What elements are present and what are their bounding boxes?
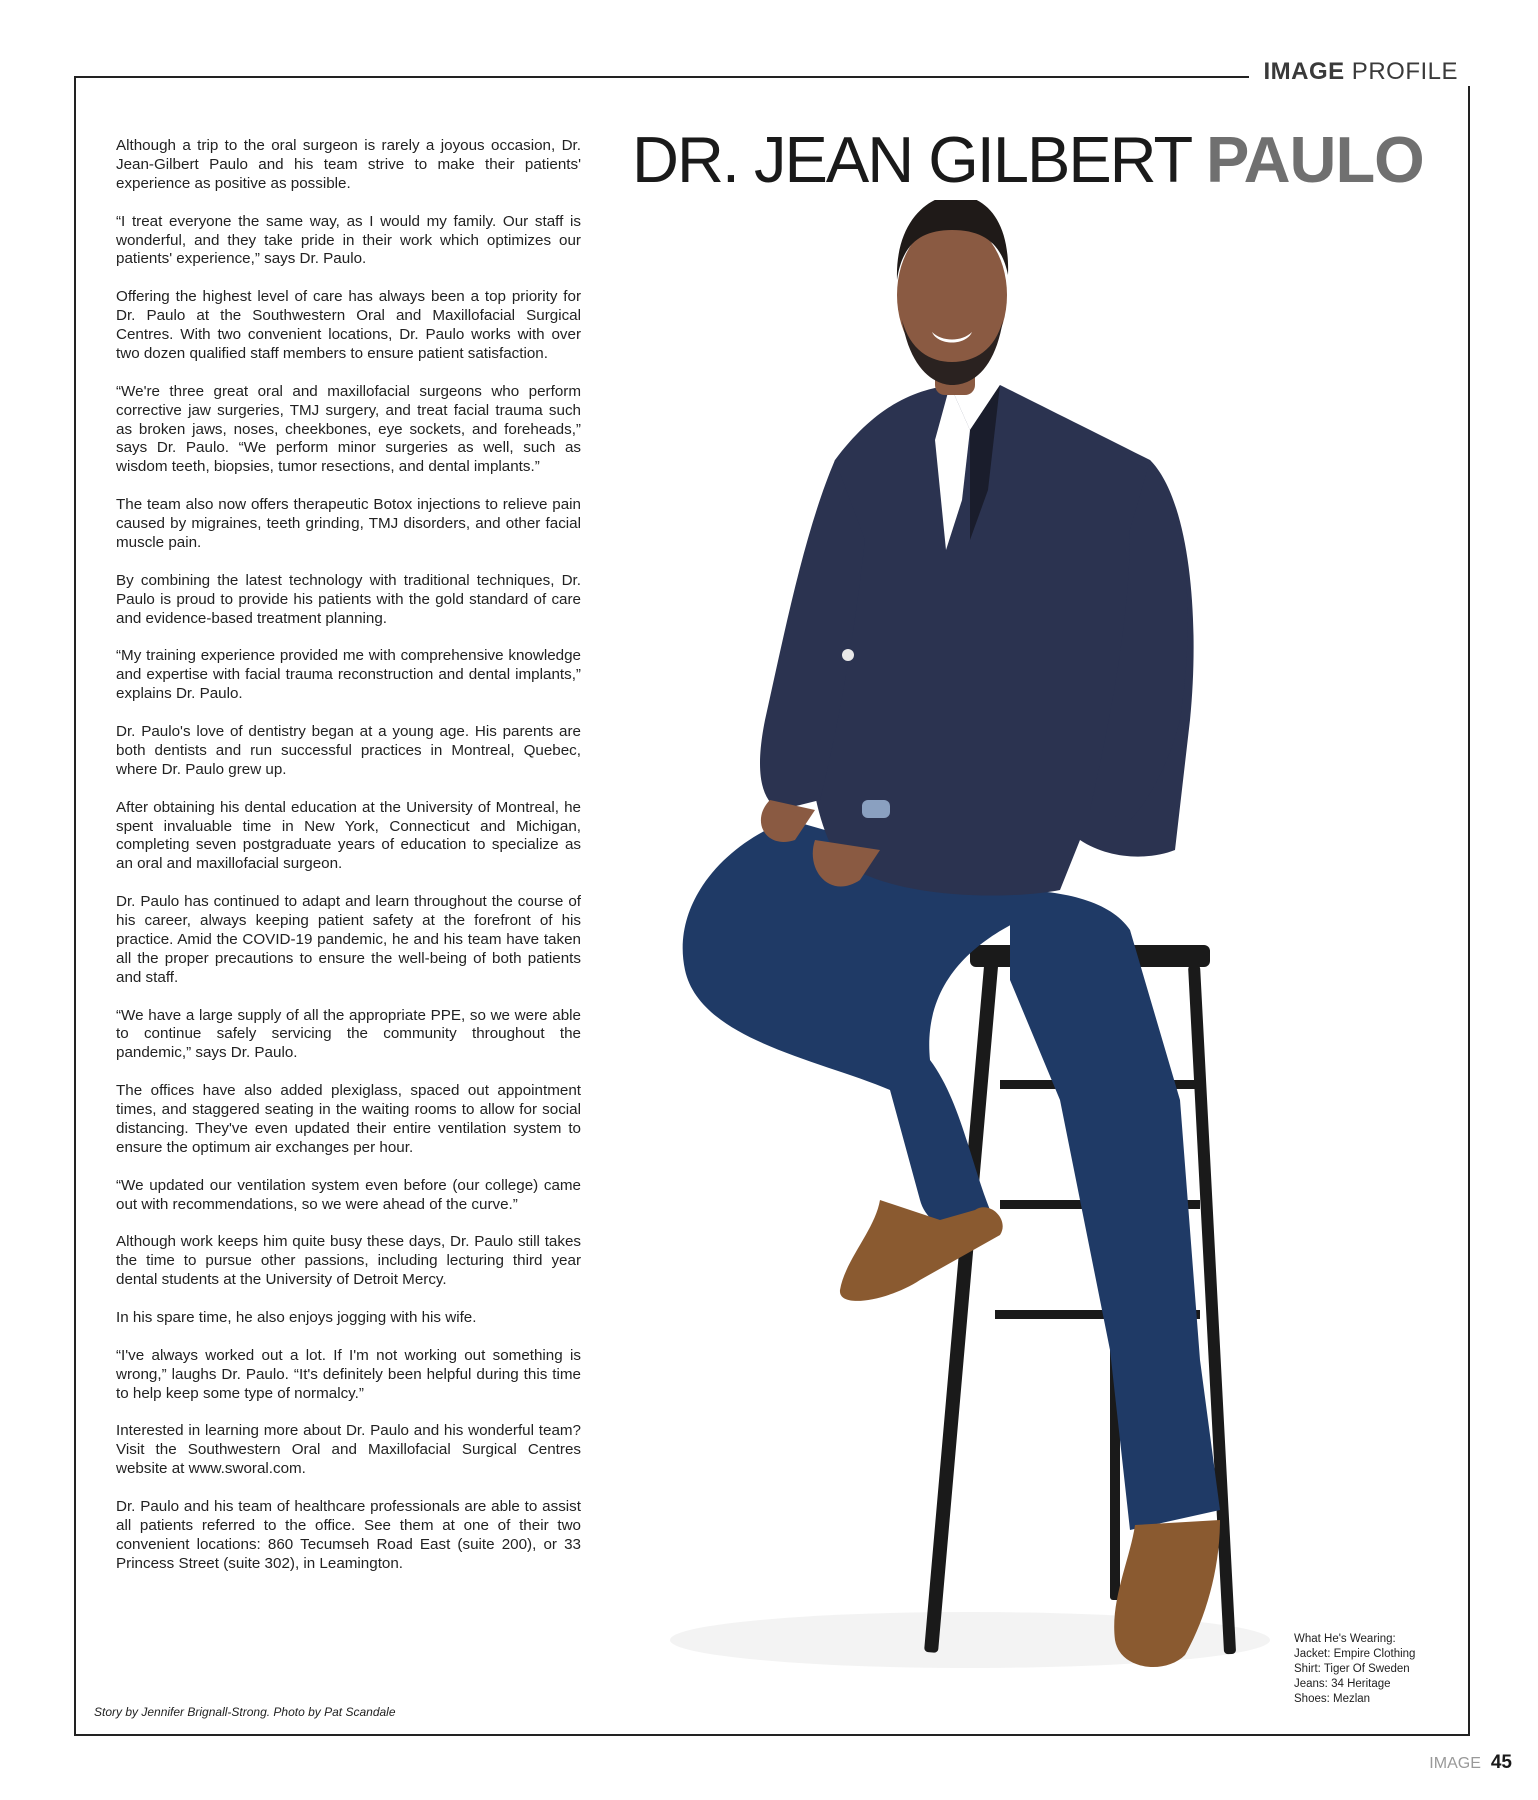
article-paragraph: Interested in learning more about Dr. Paulo and his wonderful team? Visit the Southwestern Oral and Maxillofacial Surgical Centres website at www.sworal.com. — [116, 1422, 581, 1478]
article-paragraph: Offering the highest level of care has always been a top priority for Dr. Paulo at the Southwestern Oral and Maxillofacial Surgical Centres. With two convenient locations, Dr. Paulo works with over two dozen qualified staff members to ensure patient satisfaction. — [116, 288, 581, 362]
article-paragraph: Dr. Paulo and his team of healthcare professionals are able to assist all patients referred to the office. See them at one of their two convenient locations: 860 Tecumseh Road East (suite 200), or 33 Princess Street (suite 302), in Leamington. — [116, 1497, 581, 1572]
article-paragraph: By combining the latest technology with traditional techniques, Dr. Paulo is proud to provide his patients with the gold standard of care and evidence-based treatment planning. — [116, 571, 581, 627]
page-title — [632, 122, 1424, 197]
article-paragraph: Although a trip to the oral surgeon is rarely a joyous occasion, Dr. Jean-Gilbert Paulo and his team strive to make their patients' experience as positive as possible. — [116, 137, 581, 192]
jacket — [760, 385, 1194, 896]
wardrobe-heading: What He's Wearing: — [1294, 1633, 1396, 1645]
folio-magazine: IMAGE — [1429, 1755, 1481, 1772]
article-body — [116, 137, 581, 1593]
title-first-name: DR. JEAN GILBERT — [632, 123, 1207, 196]
wardrobe-item: Jacket: Empire Clothing — [1294, 1648, 1416, 1660]
article-paragraph: Dr. Paulo's love of dentistry began at a young age. His parents are both dentists and run successful practices in Montreal, Quebec, where Dr. Paulo grew up. — [116, 722, 581, 778]
article-paragraph: The offices have also added plexiglass, spaced out appointment times, and staggered seating in the waiting rooms to allow for social distancing. They've even updated their entire ventilation system to ensure the optimum air exchanges per hour. — [116, 1082, 581, 1156]
article-paragraph: “We have a large supply of all the appropriate PPE, so we were able to continue safely servicing the community throughout the pandemic,” says Dr. Paulo. — [116, 1006, 581, 1062]
section-label-rest: PROFILE — [1344, 58, 1458, 85]
section-label — [1249, 58, 1472, 86]
article-paragraph: After obtaining his dental education at the University of Montreal, he spent invaluable time in New York, Connecticut and Michigan, completing seven postgraduate years of education to specialize as an oral and maxillofacial surgeon. — [116, 798, 581, 873]
article-paragraph: “We're three great oral and maxillofacial surgeons who perform corrective jaw surgeries, TMJ surgery, and treat facial trauma such as broken jaws, noses, cheekbones, eye sockets, and foreheads,” says Dr. Paulo. “We perform minor surgeries as well, such as wisdom teeth, biopsies, tumor resections, and dental implants.” — [116, 382, 581, 476]
page-number: 45 — [1490, 1752, 1512, 1773]
wardrobe-item: Shoes: Mezlan — [1294, 1693, 1371, 1705]
wardrobe-item: Jeans: 34 Heritage — [1294, 1678, 1391, 1690]
article-paragraph: “We updated our ventilation system even before (our college) came out with recommendations, so we were ahead of the curve.” — [116, 1176, 581, 1213]
section-label-bold: IMAGE — [1263, 58, 1345, 85]
story-credits: Story by Jennifer Brignall-Strong. Photo by Pat Scandale — [94, 1705, 396, 1719]
article-paragraph: Although work keeps him quite busy these days, Dr. Paulo still takes the time to pursue other passions, including lecturing third year dental students at the University of Detroit Mercy. — [116, 1233, 581, 1289]
page-folio — [1429, 1752, 1512, 1774]
head — [897, 200, 1008, 395]
article-paragraph: “I've always worked out a lot. If I'm not working out something is wrong,” laughs Dr. Paulo. “It's definitely been helpful during this time to help keep some type of normalcy.” — [116, 1346, 581, 1402]
wardrobe-item: Shirt: Tiger Of Sweden — [1294, 1663, 1410, 1675]
article-paragraph: Dr. Paulo has continued to adapt and learn throughout the course of his career, always keeping patient safety at the forefront of his practice. Amid the COVID-19 pandemic, he and his team have taken all the proper precautions to ensure the well-being of both patients and staff. — [116, 893, 581, 986]
portrait-photo — [590, 200, 1310, 1700]
article-paragraph: “I treat everyone the same way, as I would my family. Our staff is wonderful, and they take pride in their work which optimizes our patients' experience,” says Dr. Paulo. — [116, 212, 581, 268]
article-paragraph: “My training experience provided me with comprehensive knowledge and expertise with facial trauma reconstruction and dental implants,” explains Dr. Paulo. — [116, 647, 581, 703]
article-paragraph: The team also now offers therapeutic Botox injections to relieve pain caused by migraines, teeth grinding, TMJ disorders, and other facial muscle pain. — [116, 496, 581, 551]
wardrobe-credits — [1294, 1632, 1415, 1707]
article-paragraph: In his spare time, he also enjoys jogging with his wife. — [116, 1308, 477, 1326]
title-last-name: PAULO — [1206, 123, 1424, 196]
